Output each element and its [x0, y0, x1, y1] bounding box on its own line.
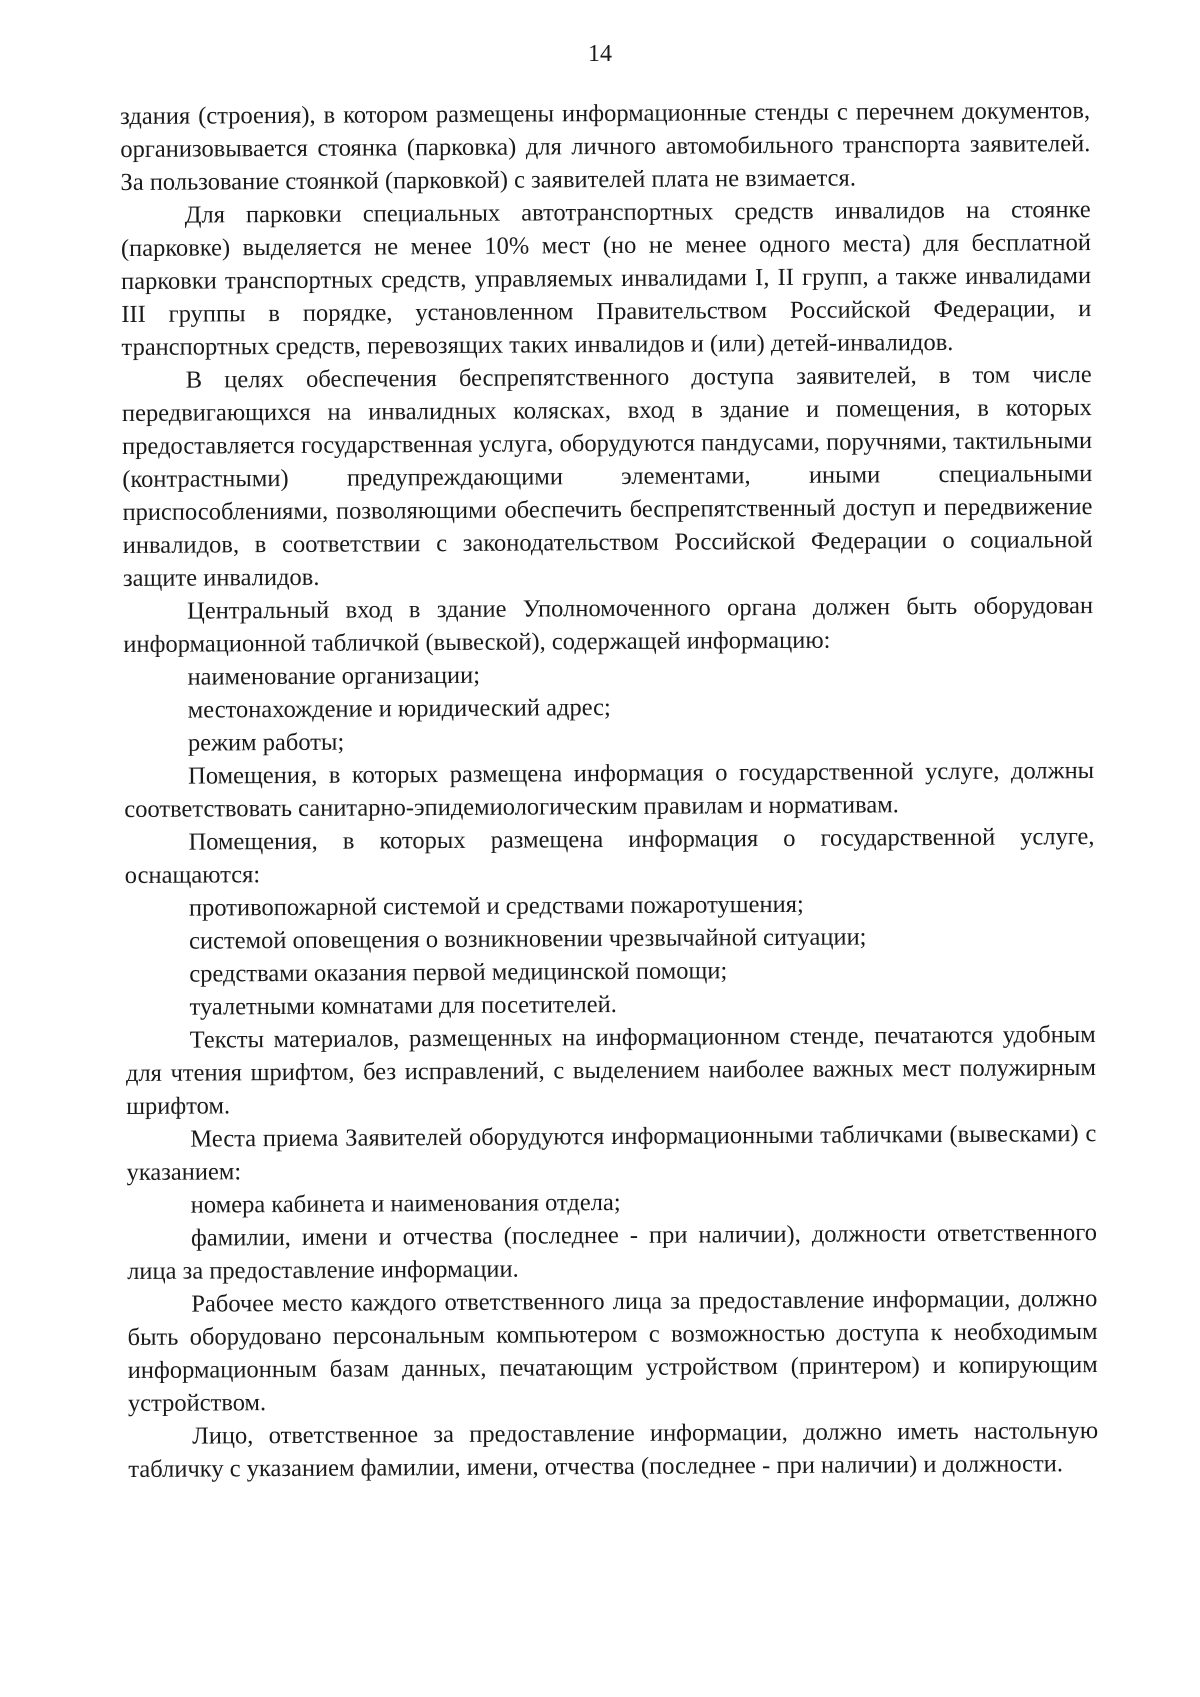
paragraph-premises-equipment: Помещения, в которых размещена информация о государственной услуге, оснащаются:	[124, 823, 1095, 889]
list-item: противопожарной системой и средствами пожаротушения;	[188, 890, 804, 922]
list-item: туалетными комнатами для посетителей.	[189, 990, 617, 1021]
list-item: местонахождение и юридический адрес;	[187, 694, 611, 724]
list-item: номера кабинета и наименования отдела;	[190, 1188, 621, 1219]
paragraph-workplace: Рабочее место каждого ответственного лица за предоставление информации, должно быть оборудовано персональным компьютером с возможностью доступа к необходимым информационным базам данных, печатающим устройством (принтером) и копирующим устройством.	[127, 1285, 1098, 1417]
page-number: 14	[588, 41, 612, 67]
paragraph-reception-places: Места приема Заявителей оборудуются информационными табличками (вывесками) с указанием:	[126, 1120, 1097, 1186]
paragraph-disabled-parking: Для парковки специальных автотранспортных средств инвалидов на стоянке (парковке) выделяется не менее 10% мест (но не менее одного места) для бесплатной парковки транспортных средств, управляемых инвалидами I, II групп, а также инвалидами III группы в порядке, установленном Правительством Российской Федерации, и транспортных средств, перевозящих таких инвалидов и (или) детей-инвалидов.	[120, 196, 1092, 361]
paragraph-parking-continuation: здания (строения), в котором размещены информационные стенды с перечнем документов, организовывается стоянка (парковка) для личного автомобильного транспорта заявителей. За пользование стоянкой (парковкой) с заявителей плата не взимается.	[120, 97, 1091, 196]
paragraph-responsible-person-name: фамилии, имени и отчества (последнее - при наличии), должности ответственного лица за предоставление информации.	[127, 1219, 1098, 1285]
list-item: наименование организации;	[187, 661, 481, 691]
paragraph-desk-plate: Лицо, ответственное за предоставление информации, должно иметь настольную табличку с указанием фамилии, имени, отчества (последнее - при наличии) и должности.	[128, 1417, 1099, 1483]
paragraph-accessibility: В целях обеспечения беспрепятственного доступа заявителей, в том числе передвигающихся на инвалидных колясках, вход в здание и помещения, в которых предоставляется государственная услуга, оборудуются пандусами, поручнями, тактильными (контрастными) предупреждающими элементами, иными специальными приспособлениями, позволяющими обеспечить беспрепятственный доступ и передвижение инвалидов, в соответствии с законодательством Российской Федерации о социальной защите инвалидов.	[121, 361, 1093, 592]
paragraph-stand-texts: Тексты материалов, размещенных на информационном стенде, печатаются удобным для чтения шрифтом, без исправлений, с выделением наиболее важных мест полужирным шрифтом.	[125, 1021, 1097, 1120]
list-item: системой оповещения о возникновении чрезвычайной ситуации;	[189, 923, 867, 955]
list-item: режим работы;	[187, 728, 345, 757]
document-body	[120, 94, 1098, 1486]
paragraph-central-entrance: Центральный вход в здание Уполномоченного органа должен быть оборудован информационной табличкой (вывеской), содержащей информацию:	[123, 592, 1094, 658]
paragraph-premises-sanitary: Помещения, в которых размещена информация о государственной услуге, должны соответствовать санитарно-эпидемиологическим правилам и нормативам.	[124, 757, 1095, 823]
list-item: средствами оказания первой медицинской помощи;	[189, 957, 728, 988]
